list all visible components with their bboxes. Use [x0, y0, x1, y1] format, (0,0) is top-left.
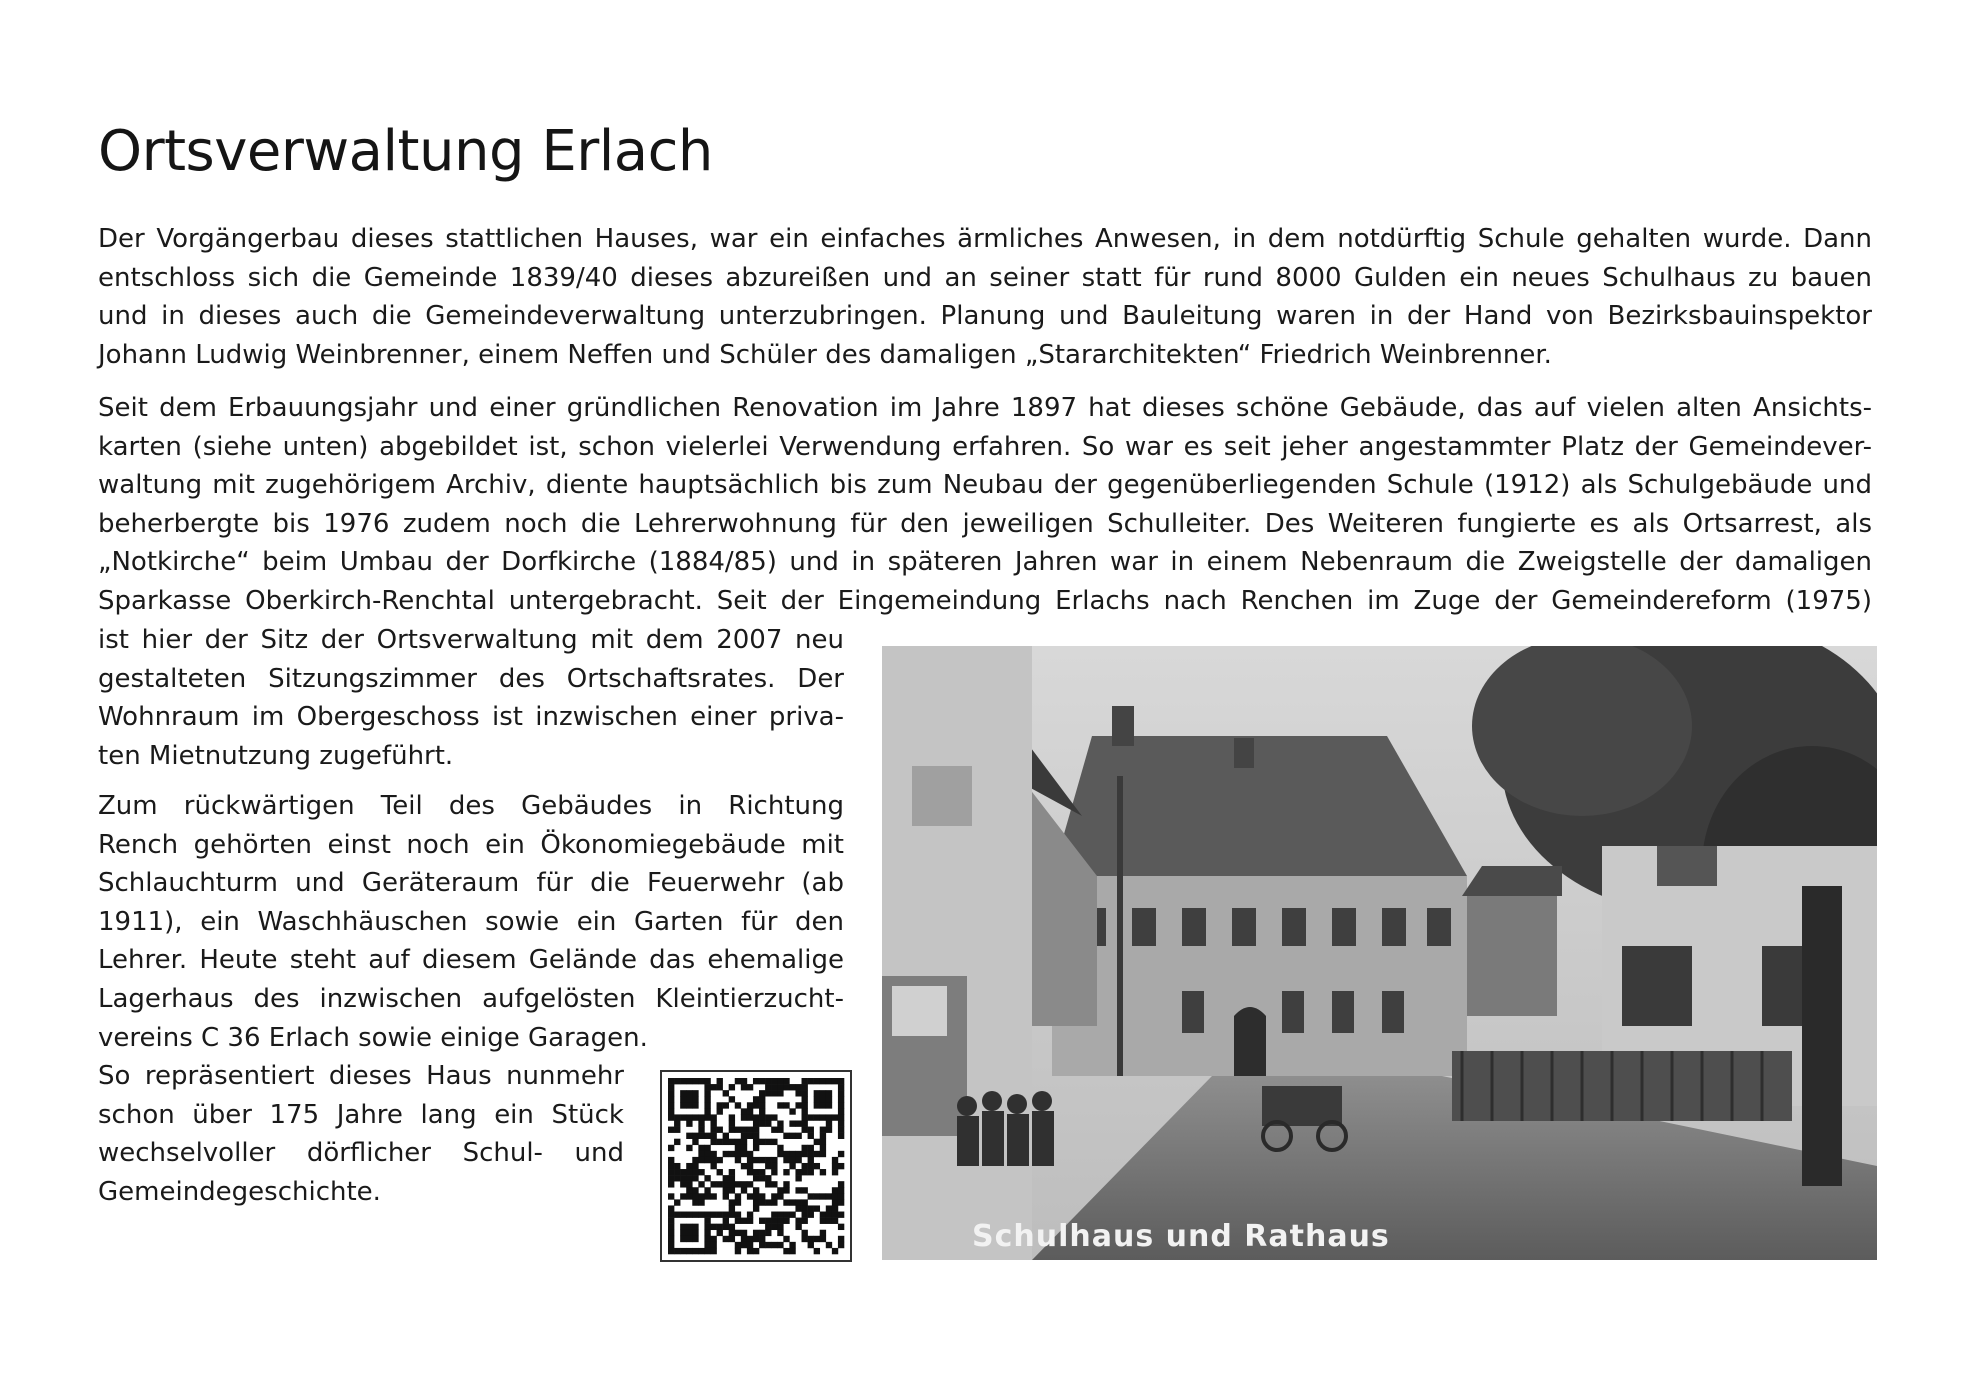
text-line: So repräsentiert dieses Haus nunmehr — [98, 1061, 624, 1091]
qr-code-graphic — [662, 1072, 850, 1260]
text-line: „Notkirche“ beim Umbau der Dorfkirche (1884/85) und in späteren Jahren war in einem Nebenraum die Zweigstelle der damaligen — [98, 547, 1872, 578]
text-line: Der Vorgängerbau dieses stattlichen Hauses, war ein einfaches ärmliches Anwesen, in dem notdürftig Schule gehalten wurde. Dann — [98, 224, 1872, 254]
text-line: Seit dem Erbauungsjahr und einer gründlichen Renovation im Jahre 1897 hat dieses schöne Gebäude, das auf vielen alten Ansichts- — [98, 393, 1872, 423]
text-line: Lehrer. Heute steht auf diesem Gelände das ehemalige — [98, 945, 844, 976]
text-line: entschloss sich die Gemeinde 1839/40 dieses abzureißen und an seiner statt für rund 8000 Gulden ein neues Schulhaus zu bauen — [98, 262, 1872, 293]
photo-caption: Schulhaus und Rathaus — [972, 1219, 1390, 1254]
text-line: Rench gehörten einst noch ein Ökonomiegebäude mit — [98, 829, 844, 860]
qr-code-icon[interactable] — [660, 1070, 852, 1262]
text-line: Wohnraum im Obergeschoss ist inzwischen einer priva- — [98, 702, 844, 733]
paragraph-intro — [98, 220, 1872, 374]
text-line: 1911), ein Waschhäuschen sowie ein Garten für den — [98, 906, 844, 937]
text-line: gestalteten Sitzungszimmer des Ortschaftsrates. Der — [98, 663, 844, 694]
text-line: wechselvoller dörflicher Schul- und — [98, 1138, 624, 1169]
text-line: und in dieses auch die Gemeindeverwaltung unterzubringen. Planung und Bauleitung waren in der Hand von Bezirksbauinspektor — [98, 301, 1872, 332]
text-line: vereins C 36 Erlach sowie einige Garagen. — [98, 1022, 648, 1053]
text-line: karten (siehe unten) abgebildet ist, schon vielerlei Verwendung erfahren. So war es seit jeher angestammter Platz der Gemeindever- — [98, 431, 1872, 462]
page-title: Ortsverwaltung Erlach — [98, 119, 713, 184]
photo-illustration — [882, 646, 1877, 1260]
text-line: Lagerhaus des inzwischen aufgelösten Kleintierzucht- — [98, 983, 844, 1014]
text-line: Sparkasse Oberkirch-Renchtal untergebracht. Seit der Eingemeindung Erlachs nach Renchen im Zuge der Gemeindereform (1975) — [98, 585, 1872, 616]
text-line: Johann Ludwig Weinbrenner, einem Neffen und Schüler des damaligen „Stararchitekten“ Friedrich Weinbrenner. — [98, 339, 1552, 370]
text-line: ten Mietnutzung zugeführt. — [98, 740, 454, 771]
text-line: schon über 175 Jahre lang ein Stück — [98, 1099, 624, 1130]
text-line: waltung mit zugehörigem Archiv, diente hauptsächlich bis zum Neubau der gegenüberliegenden Schule (1912) als Schulgebäude und — [98, 470, 1872, 501]
text-line: ist hier der Sitz der Ortsverwaltung mit dem 2007 neu — [98, 625, 844, 655]
paragraph-history-continued — [98, 621, 844, 775]
historic-photo — [882, 646, 1877, 1260]
text-line: beherbergte bis 1976 zudem noch die Lehrerwohnung für den jeweiligen Schulleiter. Des Weiteren fungierte es als Ortsarrest, als — [98, 508, 1872, 539]
text-line: Schlauchturm und Geräteraum für die Feuerwehr (ab — [98, 868, 844, 899]
paragraph-history — [98, 389, 1872, 621]
paragraph-closing — [98, 1057, 624, 1211]
text-line: Gemeindegeschichte. — [98, 1176, 381, 1207]
paragraph-outbuildings — [98, 787, 844, 1057]
text-line: Zum rückwärtigen Teil des Gebäudes in Richtung — [98, 791, 844, 821]
